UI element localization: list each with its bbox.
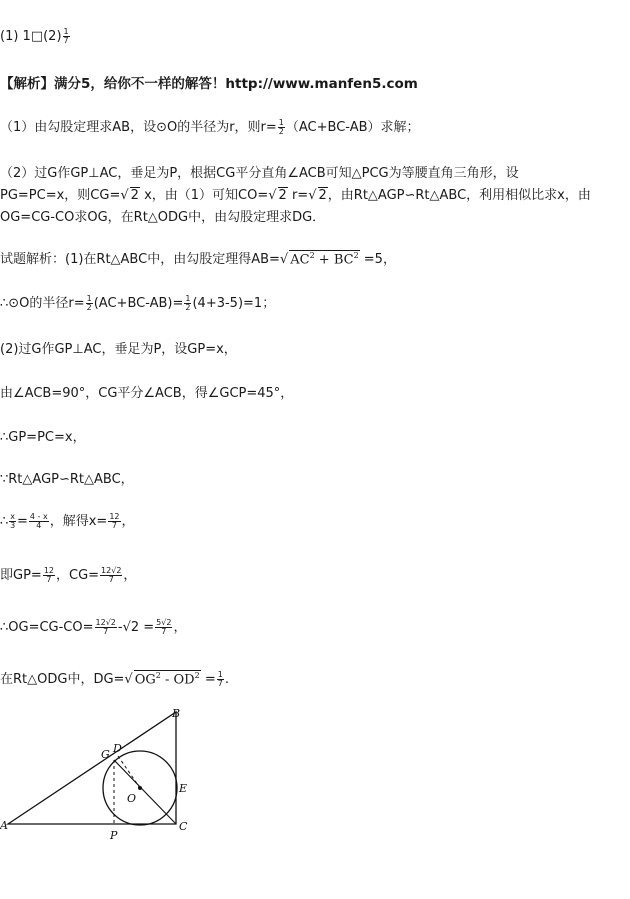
fraction xyxy=(9,513,16,530)
sol-text: = xyxy=(200,672,216,687)
radicand: OG xyxy=(134,672,156,687)
label-o: O xyxy=(127,792,137,805)
half-fraction xyxy=(86,295,93,312)
frac-den: 7 xyxy=(111,521,117,530)
label-c: C xyxy=(179,820,188,833)
sol-text: ∴OG=CG-CO= xyxy=(0,620,94,635)
sol-text: -√2 = xyxy=(117,620,155,635)
sol-line8 xyxy=(0,564,136,584)
sol-line7 xyxy=(0,510,135,530)
frac-num: 12 xyxy=(43,566,54,575)
sol-line6: ∵Rt△AGP∽Rt△ABC， xyxy=(0,472,134,487)
exponent: 2 xyxy=(353,250,359,260)
sol-text: ∴ xyxy=(0,514,9,529)
sol-line9 xyxy=(0,616,186,636)
triangle-abc xyxy=(8,712,176,824)
sol-line4: 由∠ACB=90°，CG平分∠ACB，得∠GCP=45°， xyxy=(0,386,294,401)
label-p: P xyxy=(110,829,118,842)
step2-text: r= xyxy=(287,188,309,203)
sol-line1: 试题解析：(1)在Rt△ABC中，由勾股定理得AB=√ $AC^2 + BC^2 =5$， xyxy=(0,250,396,267)
sol-text: ， xyxy=(123,568,137,583)
sol-text: 在Rt△ODG中，DG= xyxy=(0,672,125,687)
frac-num: 12√2 xyxy=(95,618,116,627)
label-a: A xyxy=(0,819,8,832)
sol-text: ， xyxy=(173,620,187,635)
fraction xyxy=(29,513,49,530)
sol-text: ， xyxy=(121,514,135,529)
step1-text-b: （AC+BC-AB）求解； xyxy=(285,120,420,135)
label-b: B xyxy=(172,707,181,720)
sqrt-expression xyxy=(134,670,201,687)
segment-gc xyxy=(114,760,176,824)
frac-num: 1 xyxy=(86,294,92,303)
sol-text: (4+3-5)=1； xyxy=(192,296,276,311)
answer-fraction xyxy=(63,28,70,45)
label-e: E xyxy=(179,782,188,795)
frac-num: 12√2 xyxy=(101,566,122,575)
equals-sign: = xyxy=(17,514,28,529)
geometry-figure xyxy=(0,700,200,850)
step2-line2: PG=PC=x，则CG=√ 2 x，由（1）可知CO=√ 2 r=√ 2，由Rt△AGP∽Rt△ABC，利用相似比求x，由 xyxy=(0,188,591,203)
sqrt-expression xyxy=(289,250,359,267)
sol-line3: (2)过G作GP⊥AC，垂足为P，设GP=x， xyxy=(0,342,237,357)
exponent: 2 xyxy=(155,670,161,680)
sol-text: =5， xyxy=(359,252,396,267)
frac-den: 2 xyxy=(185,303,191,312)
radicand: - OD xyxy=(160,672,195,687)
sol-line10: 在Rt△ODG中，DG=√ $OG^2 - OD^2$ = $\frac{1}{7}$ . xyxy=(0,670,229,688)
label-g: G xyxy=(101,748,110,761)
frac-num: x xyxy=(10,512,16,521)
frac-num: 5√2 xyxy=(156,618,172,627)
center-point xyxy=(138,786,142,790)
answer-text: (1) 1□(2) xyxy=(0,29,62,44)
fraction xyxy=(108,513,120,530)
sol-text: ，CG= xyxy=(56,568,100,583)
answer-line xyxy=(0,28,71,45)
sol-line5: ∴GP=PC=x， xyxy=(0,430,86,445)
frac-den: 7 xyxy=(63,36,69,45)
analysis-title: 【解析】满分5，给你不一样的解答！http://www.manfen5.com xyxy=(0,76,418,92)
frac-den: 3 xyxy=(10,521,16,530)
frac-den: 7 xyxy=(103,627,109,636)
fraction xyxy=(95,619,117,636)
sol-text: . xyxy=(224,672,229,687)
frac-num: 1 xyxy=(185,294,191,303)
frac-den: 2 xyxy=(86,303,92,312)
fraction xyxy=(217,671,224,688)
frac-den: 2 xyxy=(278,127,284,136)
fraction xyxy=(100,567,122,584)
frac-den: 7 xyxy=(108,575,114,584)
radicand: AC xyxy=(290,252,310,267)
sqrt-radicand: 2 xyxy=(318,188,327,203)
sol-text: ，解得x= xyxy=(49,514,108,529)
exponent: 2 xyxy=(194,670,200,680)
fraction xyxy=(43,567,55,584)
frac-num: 4 - x xyxy=(29,512,48,521)
step2-line3: OG=CG-CO求OG，在Rt△ODG中，由勾股定理求DG． xyxy=(0,210,326,225)
frac-den: 7 xyxy=(161,627,167,636)
sqrt-radicand: 2 xyxy=(278,188,287,203)
step2-line1: （2）过G作GP⊥AC，垂足为P，根据CG平分直角∠ACB可知△PCG为等腰直角三角形，设 xyxy=(0,166,519,181)
frac-num: 1 xyxy=(278,118,284,127)
sol-text: ∴⊙O的半径r= xyxy=(0,296,85,311)
sqrt-radicand: 2 xyxy=(130,188,139,203)
step2-text: ，由Rt△AGP∽Rt△ABC，利用相似比求x，由 xyxy=(327,188,591,203)
sol-text: 即GP= xyxy=(0,568,42,583)
frac-den: 7 xyxy=(46,575,52,584)
radicand: + BC xyxy=(314,252,354,267)
step1-text-a: （1）由勾股定理求AB，设⊙O的半径为r，则r= xyxy=(0,120,277,135)
frac-den: 7 xyxy=(217,679,223,688)
step2-text: PG=PC=x，则CG= xyxy=(0,188,121,203)
half-fraction xyxy=(184,295,191,312)
sol-text: 试题解析：(1)在Rt△ABC中，由勾股定理得AB= xyxy=(0,252,280,267)
label-d: D xyxy=(113,742,122,755)
sol-text: (AC+BC-AB)= xyxy=(93,296,184,311)
frac-den: 4 xyxy=(36,521,42,530)
frac-num: 12 xyxy=(109,512,120,521)
sol-line2 xyxy=(0,292,275,312)
frac-num: 1 xyxy=(217,670,223,679)
step2-text: x，由（1）可知CO= xyxy=(139,188,269,203)
fraction xyxy=(155,619,172,636)
exponent: 2 xyxy=(309,250,315,260)
step1-fraction xyxy=(278,119,285,136)
step1 xyxy=(0,116,420,136)
frac-num: 1 xyxy=(63,27,69,36)
